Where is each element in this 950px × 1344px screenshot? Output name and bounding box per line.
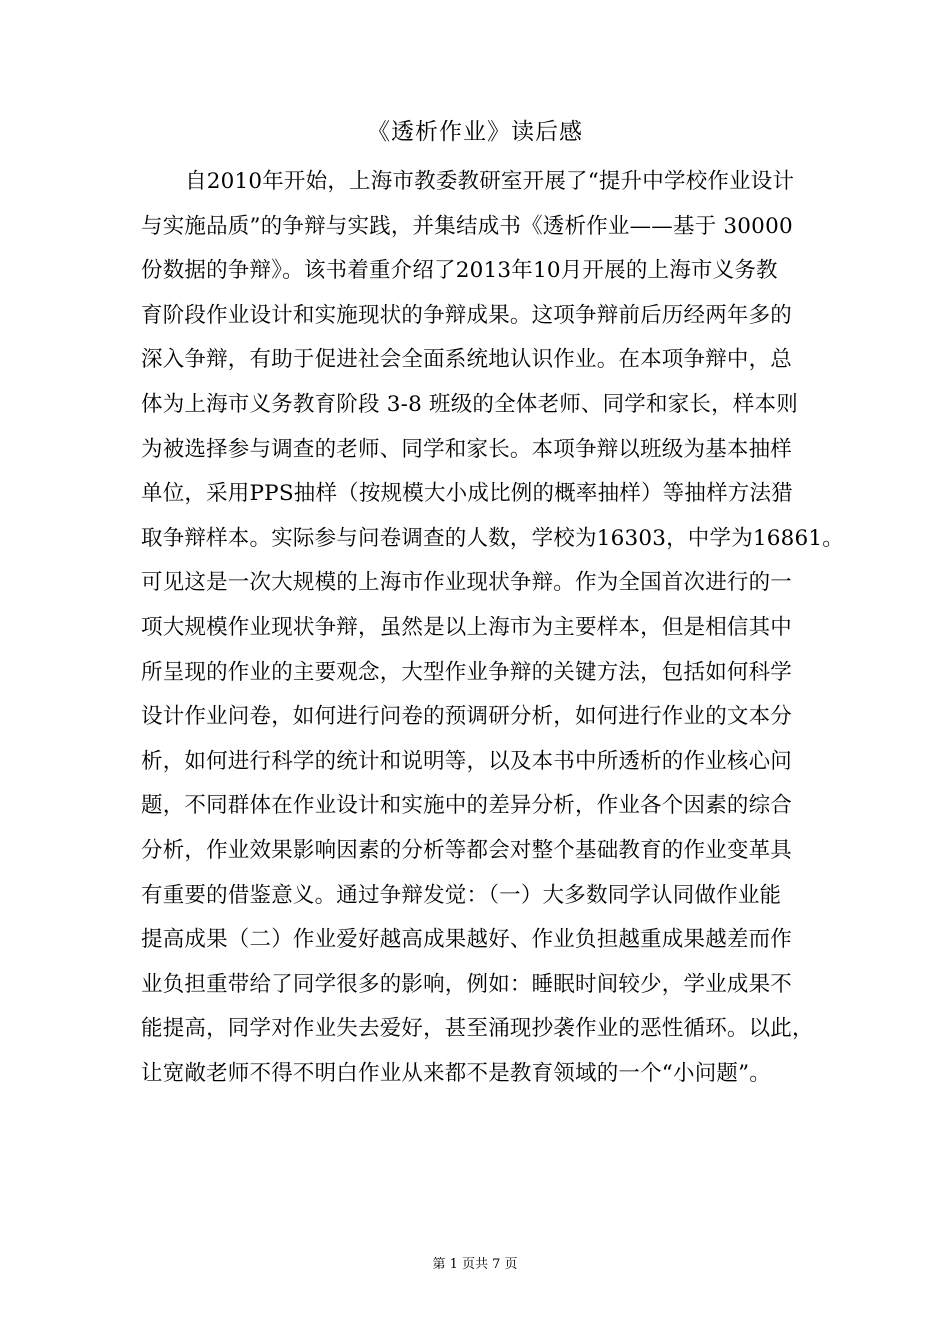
- paragraph-line: 分析，作业效果影响因素的分析等都会对整个基础教育的作业变革具: [141, 837, 793, 863]
- paragraph-line: 与实施品质”的争辩与实践，并集结成书《透析作业——基于 30000: [141, 213, 793, 239]
- paragraph-line: 提高成果（二）作业爱好越高成果越好、作业负担越重成果越差而作: [141, 927, 793, 953]
- paragraph-line: 深入争辩，有助于促进社会全面系统地认识作业。在本项争辩中，总: [141, 347, 793, 373]
- paragraph-line: 能提高，同学对作业失去爱好，甚至涌现抄袭作业的恶性循环。以此，: [141, 1016, 814, 1042]
- paragraph-line: 业负担重带给了同学很多的影响，例如：睡眠时间较少，学业成果不: [141, 971, 793, 997]
- paragraph-line: 析，如何进行科学的统计和说明等，以及本书中所透析的作业核心问: [141, 748, 793, 774]
- paragraph-line: 自2010年开始，上海市教委教研室开展了“提升中学校作业设计: [185, 169, 795, 194]
- paragraph-line: 育阶段作业设计和实施现状的争辩成果。这项争辩前后历经两年多的: [141, 302, 793, 328]
- paragraph-line: 项大规模作业现状争辩，虽然是以上海市为主要样本，但是相信其中: [141, 614, 793, 640]
- paragraph-line: 所呈现的作业的主要观念，大型作业争辩的关键方法，包括如何科学: [141, 659, 793, 685]
- paragraph-line: 体为上海市义务教育阶段 3-8 班级的全体老师、同学和家长，样本则: [141, 391, 798, 417]
- document-title: 《透析作业》读后感: [367, 119, 583, 145]
- paragraph-line: 设计作业问卷，如何进行问卷的预调研分析，如何进行作业的文本分: [141, 704, 793, 730]
- paragraph-line: 让宽敞老师不得不明白作业从来都不是教育领域的一个“小问题”。: [141, 1060, 771, 1086]
- paragraph-line: 份数据的争辩》。该书着重介绍了2013年10月开展的上海市义务教: [141, 258, 778, 284]
- paragraph-line: 可见这是一次大规模的上海市作业现状争辩。作为全国首次进行的一: [141, 570, 793, 596]
- page-number: 第 1 页共 7 页: [432, 1257, 518, 1272]
- paragraph-line: 题，不同群体在作业设计和实施中的差异分析，作业各个因素的综合: [141, 793, 793, 819]
- paragraph-line: 有重要的借鉴意义。通过争辩发觉：（一）大多数同学认同做作业能: [141, 882, 782, 908]
- paragraph-line: 为被选择参与调查的老师、同学和家长。本项争辩以班级为基本抽样: [141, 436, 793, 462]
- paragraph-line: 取争辩样本。实际参与问卷调查的人数，学校为16303，中学为16861。: [141, 525, 844, 551]
- body-paragraph: [141, 160, 844, 1096]
- paragraph-line: 单位，采用PPS抽样（按规模大小成比例的概率抽样）等抽样方法猎: [141, 481, 793, 507]
